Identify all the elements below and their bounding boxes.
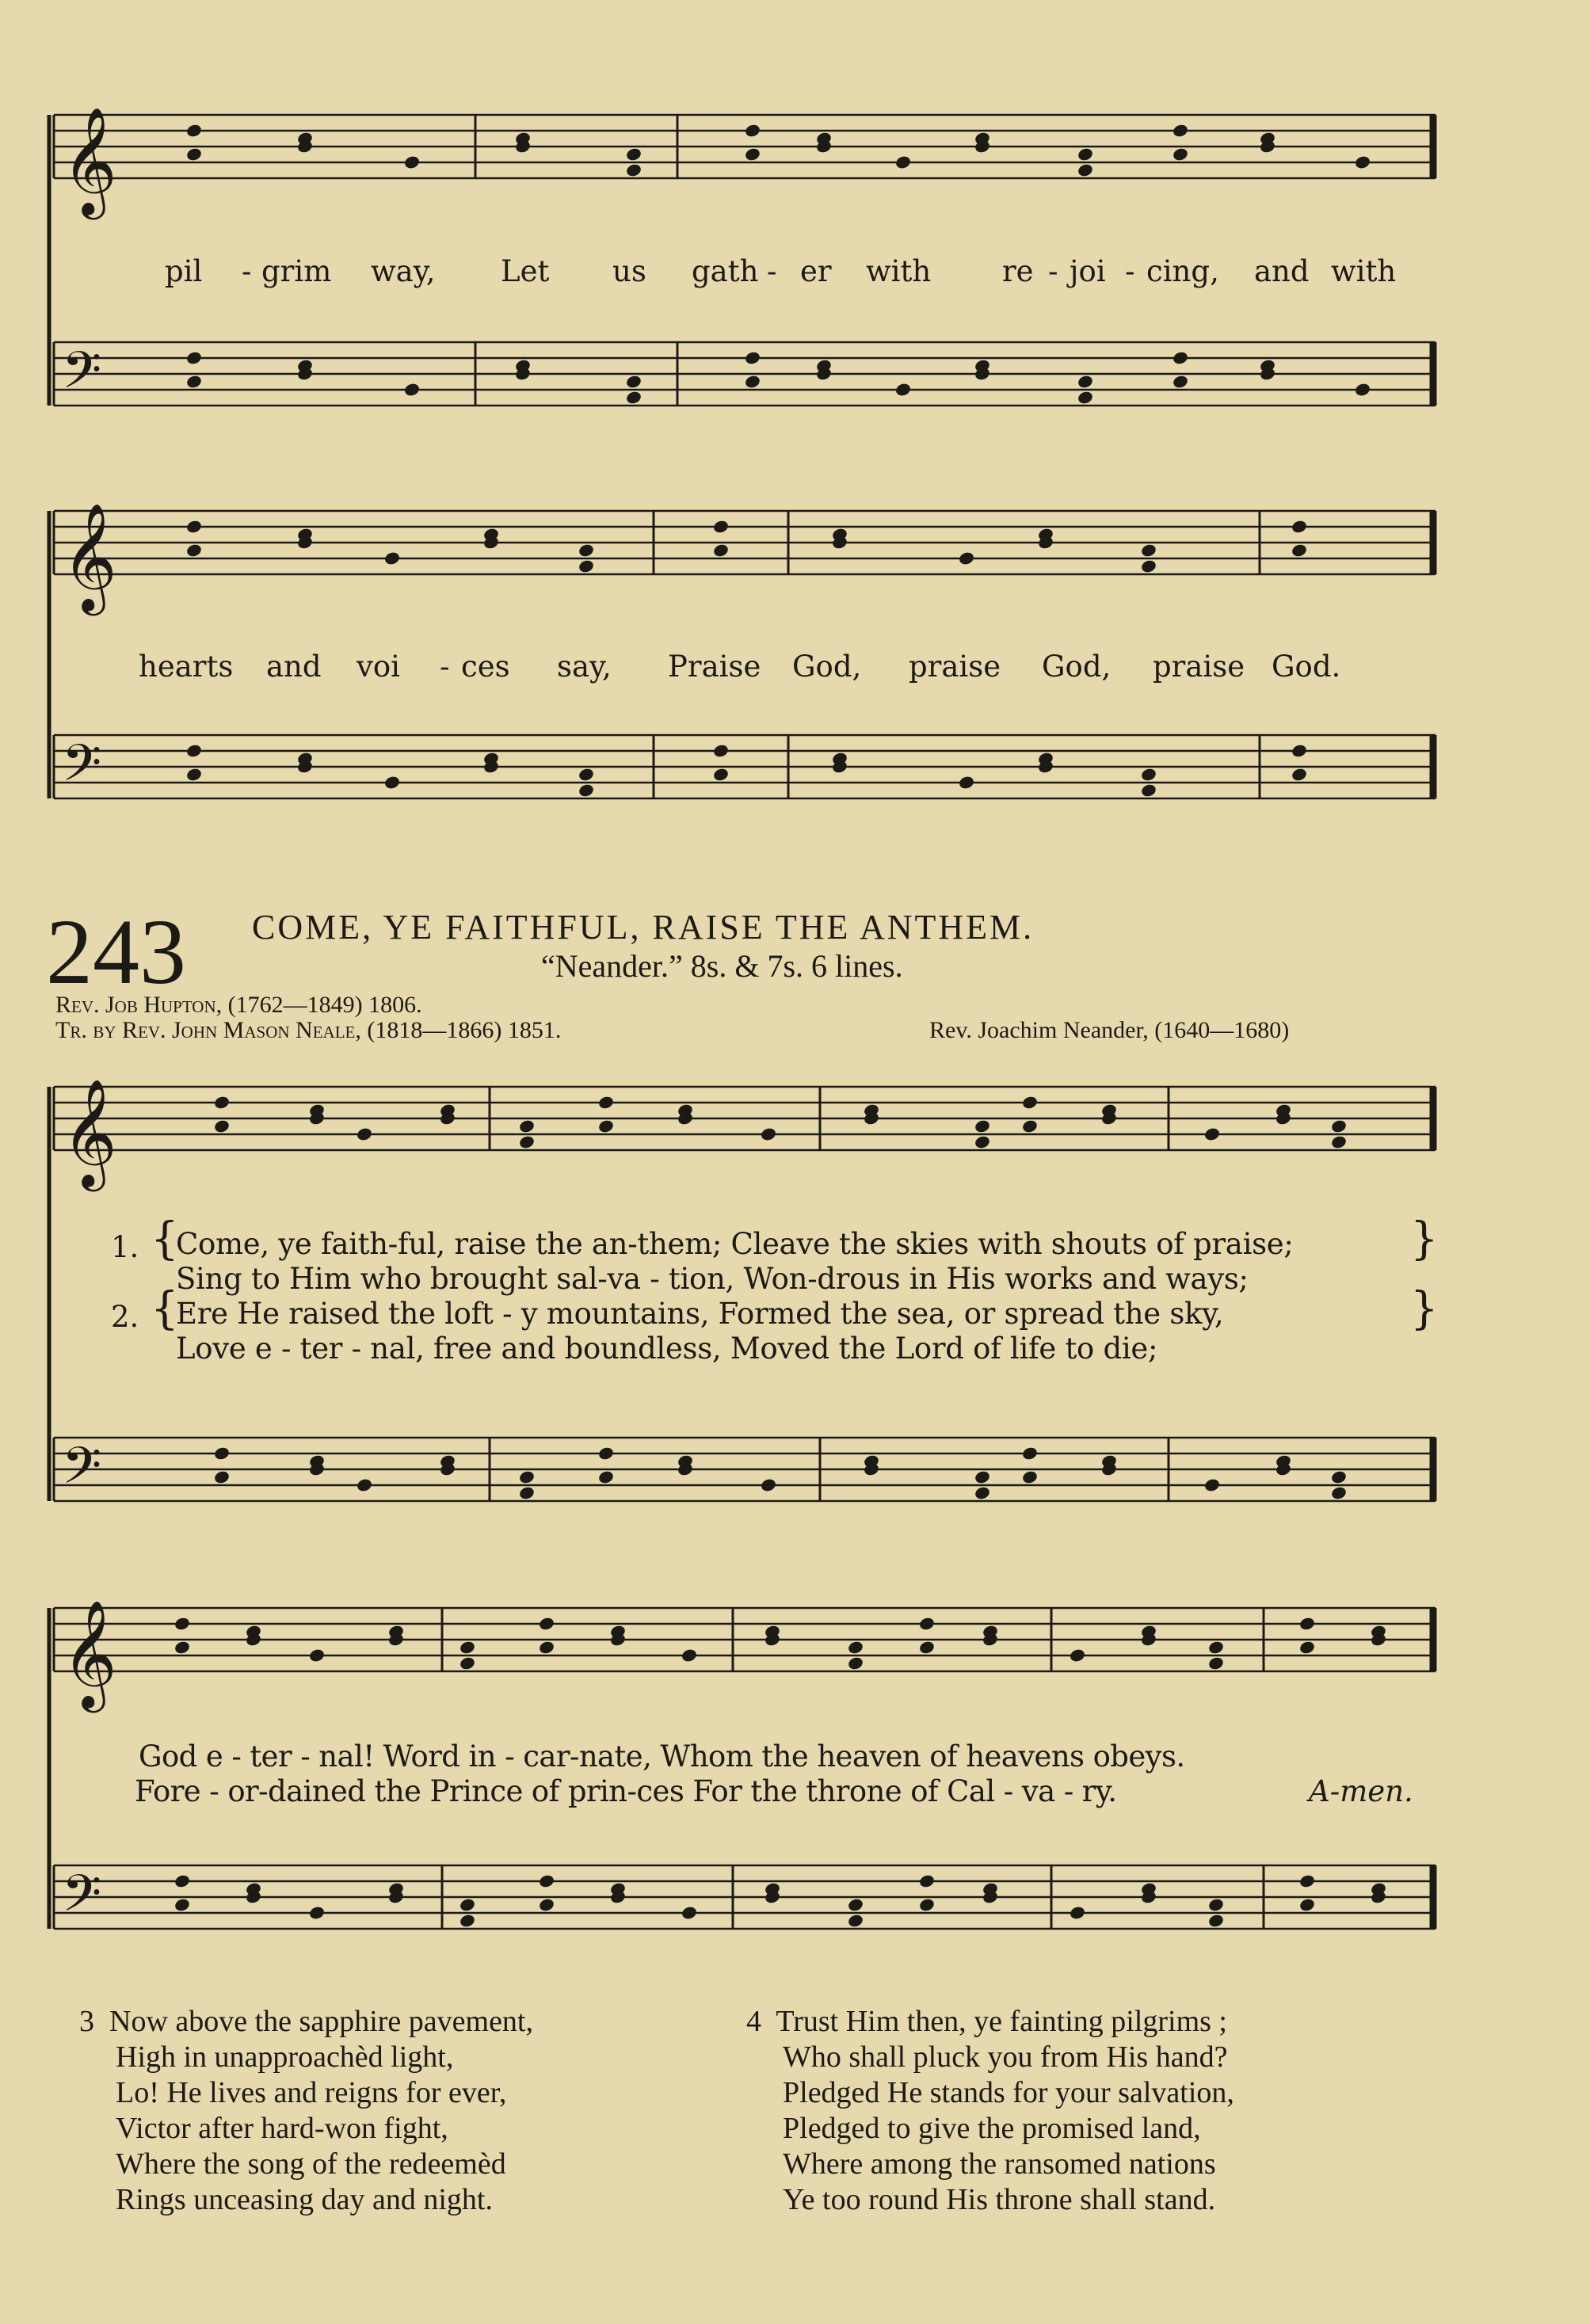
notehead (1298, 1616, 1316, 1631)
notehead (1172, 123, 1189, 138)
translator-credit: Tr. by Rev. John Mason Neale, (1818—1866) 1851. (55, 1017, 562, 1043)
verse-line: High in unapproachèd light, (116, 2040, 454, 2074)
notehead (744, 123, 761, 138)
notehead (173, 1873, 191, 1888)
notehead (1172, 147, 1189, 162)
notehead (712, 543, 730, 558)
clef-icon: 𝄢 (62, 1865, 102, 1936)
notehead (681, 1648, 698, 1663)
notehead (1330, 1469, 1348, 1484)
notehead (1140, 767, 1157, 782)
notehead (1021, 1095, 1039, 1110)
notehead (760, 1126, 777, 1141)
notehead (974, 1469, 991, 1484)
notehead (712, 743, 730, 758)
notehead (625, 390, 642, 405)
notehead (1330, 1118, 1348, 1133)
lyric-syllable: hearts (139, 650, 234, 684)
notehead (308, 1648, 326, 1663)
notehead (1140, 558, 1157, 573)
lyric-syllable: praise (909, 650, 1001, 684)
notehead (403, 382, 421, 397)
verse-line: Lo! He lives and reigns for ever, (116, 2076, 507, 2109)
hymn-title: COME, YE FAITHFUL, RAISE THE ANTHEM. (252, 908, 1035, 947)
notehead (518, 1118, 536, 1133)
notehead (918, 1897, 936, 1912)
lyric-syllable: with (866, 254, 932, 288)
lyric-syllable: God. (1272, 650, 1341, 684)
lyric-line: God e - ter - nal! Word in - car-nate, Whom the heaven of heavens obeys. (139, 1739, 1185, 1773)
notehead (383, 775, 401, 790)
notehead (744, 374, 761, 389)
notehead (712, 519, 730, 534)
verse-line: Ye too round His throne shall stand. (783, 2183, 1216, 2216)
lyric-syllable: God, (792, 650, 862, 684)
notehead (974, 1118, 991, 1133)
brace-left: { (151, 1283, 179, 1335)
lyric-syllable: voi (357, 650, 401, 684)
clef-icon: 𝄢 (62, 1437, 102, 1508)
notehead (1077, 390, 1094, 405)
notehead (1291, 743, 1308, 758)
notehead (459, 1655, 476, 1671)
verse-line: Where the song of the redeemèd (116, 2147, 506, 2181)
lyric-syllable: way, (371, 254, 436, 288)
notehead (185, 374, 203, 389)
lyric-syllable: - (1048, 254, 1058, 288)
notehead (538, 1897, 555, 1912)
clef-icon: 𝄞 (62, 1598, 117, 1708)
notehead (213, 1469, 231, 1484)
notehead (459, 1640, 476, 1655)
tune-name: “Neander.” 8s. & 7s. 6 lines. (541, 948, 903, 984)
verse-4 (746, 2004, 1234, 2218)
verse-number: 2. (111, 1300, 139, 1334)
notehead (1298, 1640, 1316, 1655)
notehead (1207, 1655, 1225, 1671)
lyric-syllable: - (440, 650, 450, 684)
lyric-syllable: and (266, 650, 322, 684)
notehead (1354, 154, 1371, 170)
notehead (185, 519, 203, 534)
notehead (1069, 1648, 1086, 1663)
author-credit: Rev. Job Hupton, (1762—1849) 1806. (55, 992, 422, 1018)
lyric-syllable: gath (692, 254, 759, 288)
lyric-syllable: with (1331, 254, 1397, 288)
lyric-syllable: ces (461, 650, 510, 684)
notehead (681, 1905, 698, 1920)
notehead (597, 1446, 615, 1461)
verse-number: 4 (746, 2005, 761, 2038)
notehead (173, 1897, 191, 1912)
notehead (459, 1913, 476, 1928)
notehead (459, 1897, 476, 1912)
notehead (847, 1897, 864, 1912)
clef-icon: 𝄞 (62, 105, 117, 215)
lyric-line: Sing to Him who brought sal-va - tion, Won-drous in His works and ways; (176, 1262, 1249, 1296)
brace-left: { (151, 1213, 179, 1265)
notehead (918, 1873, 936, 1888)
notehead (308, 1905, 326, 1920)
notehead (1298, 1873, 1316, 1888)
notehead (958, 551, 975, 566)
amen-text: A-men. (1309, 1774, 1413, 1808)
notehead (597, 1095, 615, 1110)
notehead (894, 382, 912, 397)
notehead (403, 154, 421, 170)
lyric-line: Come, ye faith-ful, raise the an-them; Cleave the skies with shouts of praise; (176, 1227, 1294, 1261)
clef-icon: 𝄢 (62, 341, 102, 413)
clef-icon: 𝄞 (62, 1077, 117, 1187)
brace-right: } (1410, 1213, 1439, 1265)
clef-icon: 𝄢 (62, 734, 102, 806)
notehead (1140, 543, 1157, 558)
notehead (538, 1640, 555, 1655)
notehead (1203, 1126, 1221, 1141)
notehead (518, 1485, 536, 1500)
notehead (1077, 374, 1094, 389)
verse-line: Who shall pluck you from His hand? (783, 2040, 1228, 2074)
notehead (185, 767, 203, 782)
notehead (1354, 382, 1371, 397)
notehead (1172, 350, 1189, 365)
notehead (847, 1655, 864, 1671)
notehead (974, 1485, 991, 1500)
notehead (518, 1134, 536, 1149)
lyric-syllable: praise (1153, 650, 1245, 684)
notehead (185, 350, 203, 365)
notehead (578, 767, 595, 782)
notehead (625, 147, 642, 162)
lyric-syllable: cing, (1146, 254, 1219, 288)
notehead (173, 1616, 191, 1631)
notehead (518, 1469, 536, 1484)
lyric-syllable: God, (1042, 650, 1111, 684)
lyric-line: Fore - or-dained the Prince of prin-ces For the throne of Cal - va - ry. (135, 1774, 1117, 1808)
notehead (712, 767, 730, 782)
lyric-syllable: re (1002, 254, 1034, 288)
notehead (958, 775, 975, 790)
notehead (538, 1616, 555, 1631)
notehead (356, 1126, 373, 1141)
lyric-syllable: - (1125, 254, 1135, 288)
notehead (1172, 374, 1189, 389)
notehead (213, 1118, 231, 1133)
clef-icon: 𝄞 (62, 501, 117, 611)
notehead (213, 1446, 231, 1461)
notehead (1207, 1913, 1225, 1928)
notehead (578, 558, 595, 573)
lyric-syllable: say, (557, 650, 612, 684)
notehead (383, 551, 401, 566)
verse-number: 1. (111, 1230, 139, 1264)
notehead (1207, 1640, 1225, 1655)
notehead (625, 374, 642, 389)
brace-right: } (1410, 1283, 1439, 1335)
lyric-syllable: and (1254, 254, 1310, 288)
notehead (847, 1640, 864, 1655)
notehead (744, 147, 761, 162)
lyric-line: Ere He raised the loft - y mountains, Formed the sea, or spread the sky, (176, 1297, 1224, 1331)
hymn-number: 243 (46, 900, 186, 1004)
notehead (1021, 1118, 1039, 1133)
notehead (1140, 783, 1157, 798)
notehead (1330, 1485, 1348, 1500)
notehead (185, 543, 203, 558)
notehead (1069, 1905, 1086, 1920)
notehead (578, 783, 595, 798)
notehead (918, 1616, 936, 1631)
notehead (1203, 1477, 1221, 1492)
notehead (1291, 543, 1308, 558)
notehead (974, 1134, 991, 1149)
verse-line: Trust Him then, ye fainting pilgrims ; (776, 2005, 1227, 2038)
lyric-syllable: - (242, 254, 252, 288)
lyric-syllable: Praise (668, 650, 761, 684)
notehead (185, 123, 203, 138)
notehead (1330, 1134, 1348, 1149)
lyric-line: Love e - ter - nal, free and boundless, Moved the Lord of life to die; (176, 1332, 1158, 1366)
notehead (1021, 1446, 1039, 1461)
notehead (185, 743, 203, 758)
lyric-syllable: joi (1070, 254, 1106, 288)
notehead (1291, 767, 1308, 782)
lyric-syllable: pil (165, 254, 203, 288)
notehead (185, 147, 203, 162)
notehead (1298, 1897, 1316, 1912)
notehead (760, 1477, 777, 1492)
lyric-syllable: - (767, 254, 777, 288)
lyric-syllable: er (800, 254, 832, 288)
notehead (213, 1095, 231, 1110)
verse-line: Victor after hard-won fight, (116, 2112, 448, 2145)
notehead (918, 1640, 936, 1655)
notehead (847, 1913, 864, 1928)
notehead (538, 1873, 555, 1888)
notehead (597, 1469, 615, 1484)
notehead (1021, 1469, 1039, 1484)
notehead (1291, 519, 1308, 534)
verse-line: Rings unceasing day and night. (116, 2183, 493, 2216)
verse-line: Pledged to give the promised land, (783, 2112, 1201, 2145)
lyric-syllable: us (612, 254, 646, 288)
notehead (1207, 1897, 1225, 1912)
verse-3 (79, 2004, 533, 2218)
lyric-syllable: grim (261, 254, 332, 288)
verse-line: Pledged He stands for your salvation, (783, 2076, 1234, 2109)
notehead (356, 1477, 373, 1492)
notehead (173, 1640, 191, 1655)
notehead (1077, 147, 1094, 162)
notehead (744, 350, 761, 365)
notehead (597, 1118, 615, 1133)
notehead (894, 154, 912, 170)
composer-credit: Rev. Joachim Neander, (1640—1680) (929, 1017, 1290, 1043)
notehead (578, 543, 595, 558)
notehead (1077, 162, 1094, 177)
verse-line: Now above the sapphire pavement, (109, 2005, 533, 2038)
lyric-syllable: Let (501, 254, 550, 288)
notehead (625, 162, 642, 177)
verse-line: Where among the ransomed nations (783, 2147, 1216, 2181)
verse-number: 3 (79, 2005, 94, 2038)
